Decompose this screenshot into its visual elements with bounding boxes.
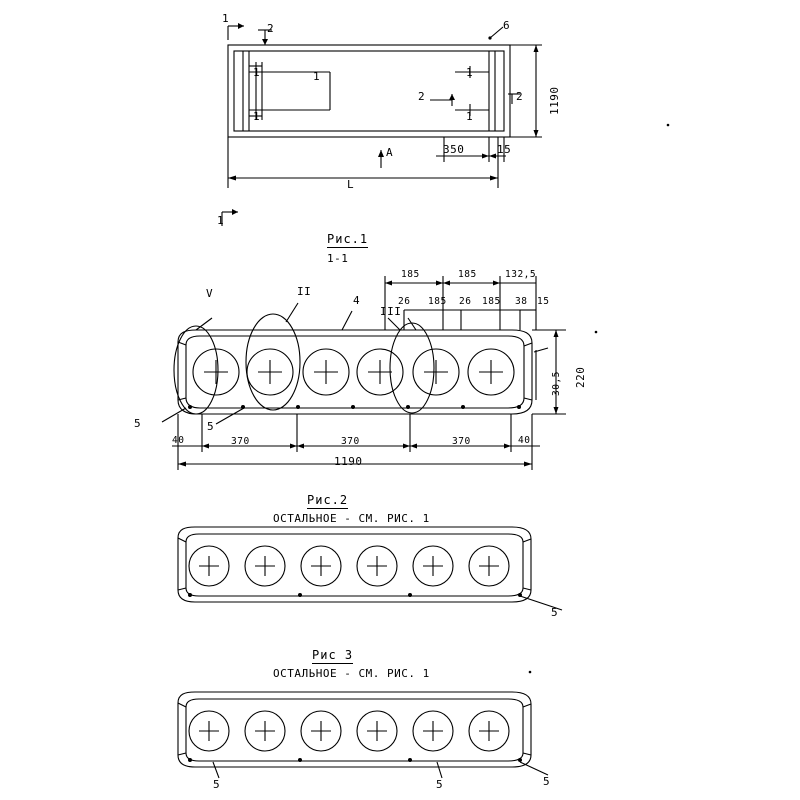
- section-mark-1-bottom: 1: [217, 214, 225, 227]
- caption-fig2-sub: ОСТАЛЬНОЕ - СМ. РИС. 1: [273, 512, 430, 525]
- dim-15: 15: [497, 143, 512, 156]
- pos-mark-4: 4: [353, 294, 361, 307]
- caption-fig2: Рис.2: [307, 493, 349, 507]
- section-mark-2-left: 2: [418, 90, 426, 103]
- pos-mark-V: V: [206, 287, 214, 300]
- arrow-label-A: A: [386, 146, 394, 159]
- dim-15-sec: 15: [537, 296, 550, 307]
- fig3-mark-5-c: 5: [543, 775, 551, 788]
- pos-mark-5-left: 5: [134, 417, 142, 430]
- dim-350: 350: [443, 143, 465, 156]
- dim-total-1190: 1190: [334, 455, 363, 468]
- fig2-mark-5: 5: [551, 606, 559, 619]
- dim-370-b: 370: [341, 436, 360, 447]
- dim-40-left: 40: [172, 435, 185, 446]
- caption-fig1-sub: 1-1: [327, 252, 349, 265]
- item-mark-right-bottom: 1: [466, 110, 474, 123]
- dim-38: 38: [515, 296, 528, 307]
- dim-26-b: 26: [459, 296, 472, 307]
- item-mark-1-c: 1: [253, 110, 261, 123]
- dim-220: 220: [574, 366, 587, 388]
- dim-370-c: 370: [452, 436, 471, 447]
- item-mark-1-b: 1: [313, 70, 321, 83]
- section-mark-2-top: 2: [267, 22, 275, 35]
- dim-height-1190: 1190: [548, 86, 561, 115]
- dim-30-5: 30,5: [551, 371, 562, 396]
- item-mark-right-top: 1: [466, 66, 474, 79]
- pos-mark-5-mid: 5: [207, 420, 215, 433]
- caption-fig3: Рис 3: [312, 648, 354, 662]
- dim-185-b: 185: [458, 269, 477, 280]
- dim-40-right: 40: [518, 435, 531, 446]
- dim-185-a: 185: [401, 269, 420, 280]
- pos-mark-III: III: [380, 305, 402, 318]
- section-mark-1-top: 1: [222, 12, 230, 25]
- item-mark-1-a: 1: [253, 66, 261, 79]
- dim-26-a: 26: [398, 296, 411, 307]
- dim-132-5: 132,5: [505, 269, 537, 280]
- caption-fig1: Рис.1: [327, 232, 369, 246]
- fig3-mark-5-a: 5: [213, 778, 221, 791]
- fig3-mark-5-b: 5: [436, 778, 444, 791]
- dim-185-d: 185: [482, 296, 501, 307]
- dim-length-L: L: [347, 178, 355, 191]
- dim-185-c: 185: [428, 296, 447, 307]
- dim-370-a: 370: [231, 436, 250, 447]
- mark-6: 6: [503, 19, 511, 32]
- caption-fig3-sub: ОСТАЛЬНОЕ - СМ. РИС. 1: [273, 667, 430, 680]
- section-mark-2-right: 2: [516, 90, 524, 103]
- pos-mark-II: II: [297, 285, 312, 298]
